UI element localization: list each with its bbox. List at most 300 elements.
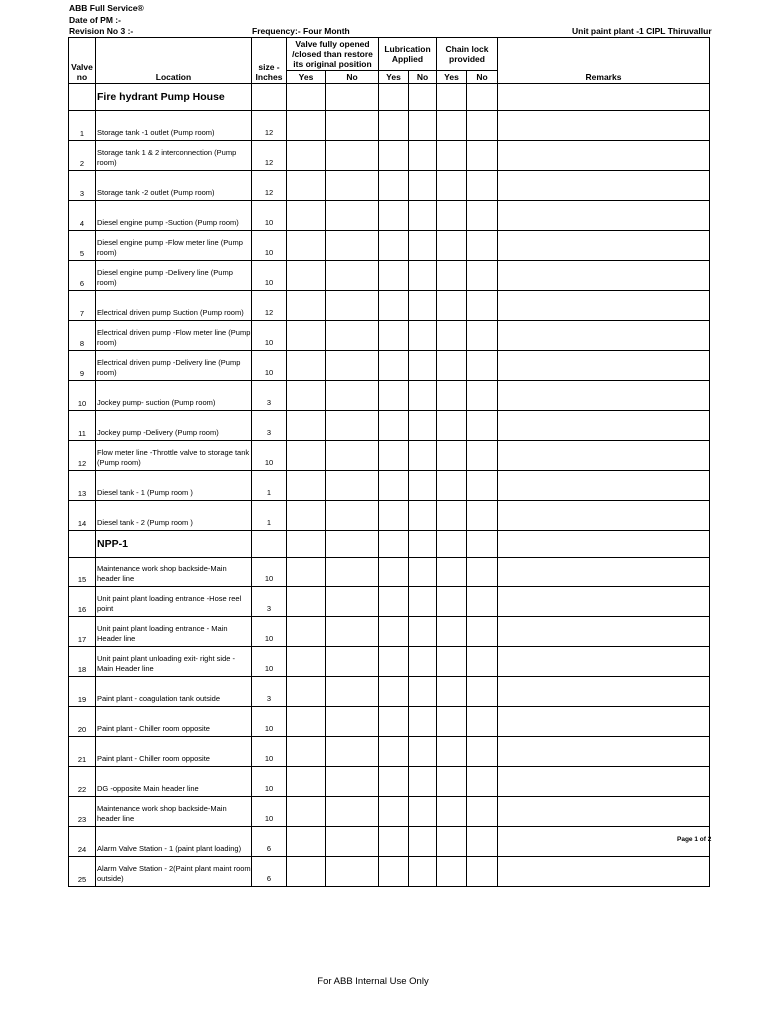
remarks-cell[interactable] [498,707,710,737]
valve-no-cell[interactable] [326,381,379,411]
table-row [69,111,710,141]
lubrication-yes-cell[interactable] [379,617,409,647]
valve-location: Diesel engine pump -Flow meter line (Pump room) [96,231,252,261]
section-empty-cell [467,531,498,558]
valve-no-cell[interactable] [326,291,379,321]
valve-yes-cell[interactable] [287,558,326,587]
lubrication-no-cell[interactable] [409,587,437,617]
valve-location: Unit paint plant unloading exit- right side - Main Header line [96,647,252,677]
col-chain-yes: Yes [437,71,467,84]
remarks-cell[interactable] [498,677,710,707]
chain-no-cell[interactable] [467,201,498,231]
table-row [69,381,710,411]
remarks-cell[interactable] [498,231,710,261]
valve-yes-cell[interactable] [287,171,326,201]
valve-no-cell[interactable] [326,857,379,887]
valve-number: 10 [69,381,96,411]
lubrication-no-cell[interactable] [409,737,437,767]
valve-location: Diesel engine pump -Delivery line (Pump room) [96,261,252,291]
table-row [69,231,710,261]
valve-location: Maintenance work shop backside-Main header line [96,558,252,587]
valve-location: Unit paint plant loading entrance -Hose reel point [96,587,252,617]
col-remarks: Remarks [498,38,710,84]
chain-yes-cell[interactable] [437,587,467,617]
chain-no-cell[interactable] [467,767,498,797]
valve-size: 10 [252,737,287,767]
chain-no-cell[interactable] [467,291,498,321]
table-row [69,441,710,471]
valve-size: 10 [252,201,287,231]
section-empty-cell [498,84,710,111]
remarks-cell[interactable] [498,501,710,531]
lubrication-yes-cell[interactable] [379,141,409,171]
chain-yes-cell[interactable] [437,411,467,441]
valve-size: 10 [252,707,287,737]
valve-no-cell[interactable] [326,411,379,441]
valve-yes-cell[interactable] [287,381,326,411]
remarks-cell[interactable] [498,857,710,887]
lubrication-no-cell[interactable] [409,171,437,201]
valve-number: 17 [69,617,96,647]
chain-yes-cell[interactable] [437,321,467,351]
valve-number: 19 [69,677,96,707]
lubrication-no-cell[interactable] [409,141,437,171]
lubrication-no-cell[interactable] [409,617,437,647]
lubrication-yes-cell[interactable] [379,501,409,531]
chain-no-cell[interactable] [467,501,498,531]
chain-yes-cell[interactable] [437,797,467,827]
lubrication-no-cell[interactable] [409,707,437,737]
valve-location: Storage tank -2 outlet (Pump room) [96,171,252,201]
remarks-cell[interactable] [498,261,710,291]
section-row [69,531,710,558]
valve-number: 2 [69,141,96,171]
valve-size: 10 [252,617,287,647]
remarks-cell[interactable] [498,471,710,501]
table-row [69,617,710,647]
chain-yes-cell[interactable] [437,111,467,141]
lubrication-no-cell[interactable] [409,441,437,471]
col-group-valve-position: Valve fully opened /closed than restore its original position [287,38,379,71]
valve-yes-cell[interactable] [287,737,326,767]
valve-no-cell[interactable] [326,707,379,737]
remarks-cell[interactable] [498,111,710,141]
table-row [69,558,710,587]
valve-location: Diesel tank - 2 (Pump room ) [96,501,252,531]
table-row [69,707,710,737]
header-row-top [69,38,710,71]
remarks-cell[interactable] [498,617,710,647]
valve-number: 6 [69,261,96,291]
valve-yes-cell[interactable] [287,411,326,441]
lubrication-no-cell[interactable] [409,321,437,351]
footer-note: For ABB Internal Use Only [317,976,429,987]
valve-number: 18 [69,647,96,677]
valve-location: Electrical driven pump Suction (Pump room) [96,291,252,321]
valve-yes-cell[interactable] [287,587,326,617]
lubrication-no-cell[interactable] [409,261,437,291]
col-lubrication-no: No [409,71,437,84]
valve-yes-cell[interactable] [287,827,326,857]
col-group-lubrication: Lubrication Applied [379,38,437,71]
chain-no-cell[interactable] [467,111,498,141]
valve-yes-cell[interactable] [287,857,326,887]
valve-no-cell[interactable] [326,767,379,797]
table-row [69,857,710,887]
revision-label: Revision No 3 :- [69,26,134,36]
valve-number: 11 [69,411,96,441]
chain-no-cell[interactable] [467,141,498,171]
valve-size: 10 [252,767,287,797]
valve-no-cell[interactable] [326,171,379,201]
valve-number: 21 [69,737,96,767]
chain-no-cell[interactable] [467,617,498,647]
chain-yes-cell[interactable] [437,647,467,677]
lubrication-yes-cell[interactable] [379,351,409,381]
chain-no-cell[interactable] [467,857,498,887]
valve-location: DG -opposite Main header line [96,767,252,797]
section-cell-no [69,531,96,558]
chain-yes-cell[interactable] [437,767,467,797]
lubrication-yes-cell[interactable] [379,381,409,411]
valve-no-cell[interactable] [326,261,379,291]
valve-size: 10 [252,647,287,677]
valve-location: Jockey pump -Delivery (Pump room) [96,411,252,441]
remarks-cell[interactable] [498,737,710,767]
chain-no-cell[interactable] [467,261,498,291]
table-row [69,767,710,797]
frequency-label: Frequency:- Four Month [252,26,350,36]
section-title: Fire hydrant Pump House [96,84,252,111]
section-empty-cell [379,531,409,558]
valve-number: 16 [69,587,96,617]
section-empty-cell [252,531,287,558]
remarks-cell[interactable] [498,441,710,471]
table-row [69,261,710,291]
lubrication-yes-cell[interactable] [379,797,409,827]
lubrication-yes-cell[interactable] [379,171,409,201]
lubrication-yes-cell[interactable] [379,471,409,501]
remarks-cell[interactable] [498,411,710,441]
valve-yes-cell[interactable] [287,471,326,501]
chain-yes-cell[interactable] [437,707,467,737]
lubrication-no-cell[interactable] [409,231,437,261]
lubrication-no-cell[interactable] [409,411,437,441]
lubrication-no-cell[interactable] [409,647,437,677]
lubrication-yes-cell[interactable] [379,411,409,441]
valve-no-cell[interactable] [326,797,379,827]
valve-yes-cell[interactable] [287,501,326,531]
chain-yes-cell[interactable] [437,141,467,171]
col-location: Location [96,38,252,84]
col-group-chain-lock: Chain lock provided [437,38,498,71]
lubrication-yes-cell[interactable] [379,647,409,677]
lubrication-yes-cell[interactable] [379,677,409,707]
valve-yes-cell[interactable] [287,677,326,707]
valve-number: 3 [69,171,96,201]
valve-no-cell[interactable] [326,501,379,531]
lubrication-yes-cell[interactable] [379,321,409,351]
valve-no-cell[interactable] [326,558,379,587]
section-row [69,84,710,111]
lubrication-yes-cell[interactable] [379,737,409,767]
table-row [69,471,710,501]
remarks-cell[interactable] [498,587,710,617]
lubrication-no-cell[interactable] [409,767,437,797]
valve-size: 1 [252,471,287,501]
valve-no-cell[interactable] [326,617,379,647]
valve-yes-cell[interactable] [287,647,326,677]
table-row [69,587,710,617]
valve-no-cell[interactable] [326,677,379,707]
chain-yes-cell[interactable] [437,351,467,381]
valve-no-cell[interactable] [326,351,379,381]
valve-location: Electrical driven pump -Delivery line (Pump room) [96,351,252,381]
valve-yes-cell[interactable] [287,261,326,291]
table-row [69,141,710,171]
chain-yes-cell[interactable] [437,857,467,887]
lubrication-no-cell[interactable] [409,111,437,141]
lubrication-no-cell[interactable] [409,381,437,411]
company-name: ABB Full Service® [69,3,144,13]
valve-yes-cell[interactable] [287,321,326,351]
valve-location: Flow meter line -Throttle valve to storage tank (Pump room) [96,441,252,471]
valve-no-cell[interactable] [326,471,379,501]
valve-size: 10 [252,321,287,351]
chain-no-cell[interactable] [467,471,498,501]
chain-yes-cell[interactable] [437,231,467,261]
chain-yes-cell[interactable] [437,471,467,501]
valve-no-cell[interactable] [326,587,379,617]
valve-yes-cell[interactable] [287,291,326,321]
chain-no-cell[interactable] [467,441,498,471]
unit-label: Unit paint plant -1 CIPL Thiruvallur [572,26,712,36]
valve-location: Unit paint plant loading entrance - Main Header line [96,617,252,647]
lubrication-no-cell[interactable] [409,558,437,587]
valve-yes-cell[interactable] [287,231,326,261]
chain-yes-cell[interactable] [437,737,467,767]
valve-number: 8 [69,321,96,351]
valve-location: Paint plant - Chiller room opposite [96,707,252,737]
lubrication-yes-cell[interactable] [379,767,409,797]
chain-no-cell[interactable] [467,797,498,827]
chain-yes-cell[interactable] [437,171,467,201]
chain-yes-cell[interactable] [437,291,467,321]
section-empty-cell [326,84,379,111]
section-empty-cell [287,84,326,111]
lubrication-yes-cell[interactable] [379,857,409,887]
valve-no-cell[interactable] [326,441,379,471]
section-empty-cell [409,531,437,558]
chain-yes-cell[interactable] [437,201,467,231]
valve-location: Paint plant - coagulation tank outside [96,677,252,707]
chain-yes-cell[interactable] [437,261,467,291]
chain-no-cell[interactable] [467,171,498,201]
table-row [69,201,710,231]
col-chain-no: No [467,71,498,84]
valve-no-cell[interactable] [326,647,379,677]
valve-location: Diesel tank - 1 (Pump room ) [96,471,252,501]
valve-yes-cell[interactable] [287,797,326,827]
section-empty-cell [252,84,287,111]
col-size: size - Inches [252,38,287,84]
valve-size: 1 [252,501,287,531]
remarks-cell[interactable] [498,767,710,797]
valve-location: Paint plant - Chiller room opposite [96,737,252,767]
lubrication-yes-cell[interactable] [379,111,409,141]
chain-yes-cell[interactable] [437,501,467,531]
table-row [69,171,710,201]
valve-no-cell[interactable] [326,231,379,261]
valve-yes-cell[interactable] [287,201,326,231]
valve-number: 12 [69,441,96,471]
valve-yes-cell[interactable] [287,441,326,471]
valve-number: 7 [69,291,96,321]
valve-no-cell[interactable] [326,111,379,141]
valve-yes-cell[interactable] [287,111,326,141]
table-row [69,501,710,531]
col-lubrication-yes: Yes [379,71,409,84]
valve-no-cell[interactable] [326,737,379,767]
valve-number: 22 [69,767,96,797]
section-empty-cell [467,84,498,111]
chain-no-cell[interactable] [467,231,498,261]
valve-no-cell[interactable] [326,201,379,231]
section-empty-cell [379,84,409,111]
lubrication-no-cell[interactable] [409,351,437,381]
valve-location: Jockey pump- suction (Pump room) [96,381,252,411]
remarks-cell[interactable] [498,201,710,231]
valve-number: 9 [69,351,96,381]
lubrication-yes-cell[interactable] [379,707,409,737]
valve-size: 12 [252,141,287,171]
valve-size: 6 [252,827,287,857]
valve-number: 15 [69,558,96,587]
chain-no-cell[interactable] [467,647,498,677]
remarks-cell[interactable] [498,171,710,201]
valve-no-cell[interactable] [326,827,379,857]
section-empty-cell [437,84,467,111]
section-title: NPP-1 [96,531,252,558]
remarks-cell[interactable] [498,291,710,321]
valve-size: 3 [252,381,287,411]
valve-size: 3 [252,677,287,707]
valve-number: 20 [69,707,96,737]
lubrication-yes-cell[interactable] [379,827,409,857]
remarks-cell[interactable] [498,141,710,171]
valve-number: 24 [69,827,96,857]
section-empty-cell [326,531,379,558]
valve-location: Electrical driven pump -Flow meter line (Pump room) [96,321,252,351]
valve-number: 1 [69,111,96,141]
remarks-cell[interactable] [498,558,710,587]
section-empty-cell [287,531,326,558]
date-of-pm-label: Date of PM :- [69,15,121,25]
chain-no-cell[interactable] [467,351,498,381]
table-row [69,411,710,441]
valve-no-cell[interactable] [326,141,379,171]
section-empty-cell [437,531,467,558]
chain-yes-cell[interactable] [437,677,467,707]
lubrication-no-cell[interactable] [409,677,437,707]
chain-no-cell[interactable] [467,411,498,441]
valve-yes-cell[interactable] [287,351,326,381]
valve-checklist-table [68,37,710,887]
page-number: Page 1 of 2 [677,836,712,843]
chain-no-cell[interactable] [467,587,498,617]
col-valve-yes: Yes [287,71,326,84]
remarks-cell[interactable] [498,797,710,827]
valve-yes-cell[interactable] [287,141,326,171]
valve-no-cell[interactable] [326,321,379,351]
valve-size: 10 [252,558,287,587]
chain-yes-cell[interactable] [437,827,467,857]
section-empty-cell [409,84,437,111]
section-empty-cell [498,531,710,558]
lubrication-no-cell[interactable] [409,501,437,531]
valve-location: Diesel engine pump -Suction (Pump room) [96,201,252,231]
chain-no-cell[interactable] [467,677,498,707]
valve-number: 4 [69,201,96,231]
lubrication-yes-cell[interactable] [379,291,409,321]
remarks-cell[interactable] [498,647,710,677]
remarks-cell[interactable] [498,351,710,381]
lubrication-no-cell[interactable] [409,797,437,827]
lubrication-yes-cell[interactable] [379,558,409,587]
lubrication-yes-cell[interactable] [379,587,409,617]
chain-no-cell[interactable] [467,737,498,767]
valve-size: 3 [252,411,287,441]
lubrication-yes-cell[interactable] [379,231,409,261]
valve-yes-cell[interactable] [287,617,326,647]
chain-yes-cell[interactable] [437,441,467,471]
valve-location: Alarm Valve Station - 2(Paint plant maint room outside) [96,857,252,887]
lubrication-no-cell[interactable] [409,471,437,501]
valve-yes-cell[interactable] [287,767,326,797]
chain-no-cell[interactable] [467,827,498,857]
chain-yes-cell[interactable] [437,381,467,411]
table-row [69,351,710,381]
valve-yes-cell[interactable] [287,707,326,737]
lubrication-yes-cell[interactable] [379,261,409,291]
remarks-cell[interactable] [498,321,710,351]
valve-number: 5 [69,231,96,261]
table-row [69,797,710,827]
chain-no-cell[interactable] [467,321,498,351]
chain-no-cell[interactable] [467,558,498,587]
valve-number: 23 [69,797,96,827]
lubrication-no-cell[interactable] [409,857,437,887]
chain-yes-cell[interactable] [437,558,467,587]
table-row [69,321,710,351]
chain-yes-cell[interactable] [437,617,467,647]
valve-location: Maintenance work shop backside-Main header line [96,797,252,827]
lubrication-yes-cell[interactable] [379,201,409,231]
lubrication-no-cell[interactable] [409,291,437,321]
lubrication-yes-cell[interactable] [379,441,409,471]
section-cell-no [69,84,96,111]
valve-size: 3 [252,587,287,617]
table-body [69,84,710,887]
lubrication-no-cell[interactable] [409,201,437,231]
valve-size: 12 [252,171,287,201]
table-row [69,677,710,707]
chain-no-cell[interactable] [467,707,498,737]
chain-no-cell[interactable] [467,381,498,411]
table-row [69,827,710,857]
lubrication-no-cell[interactable] [409,827,437,857]
remarks-cell[interactable] [498,381,710,411]
